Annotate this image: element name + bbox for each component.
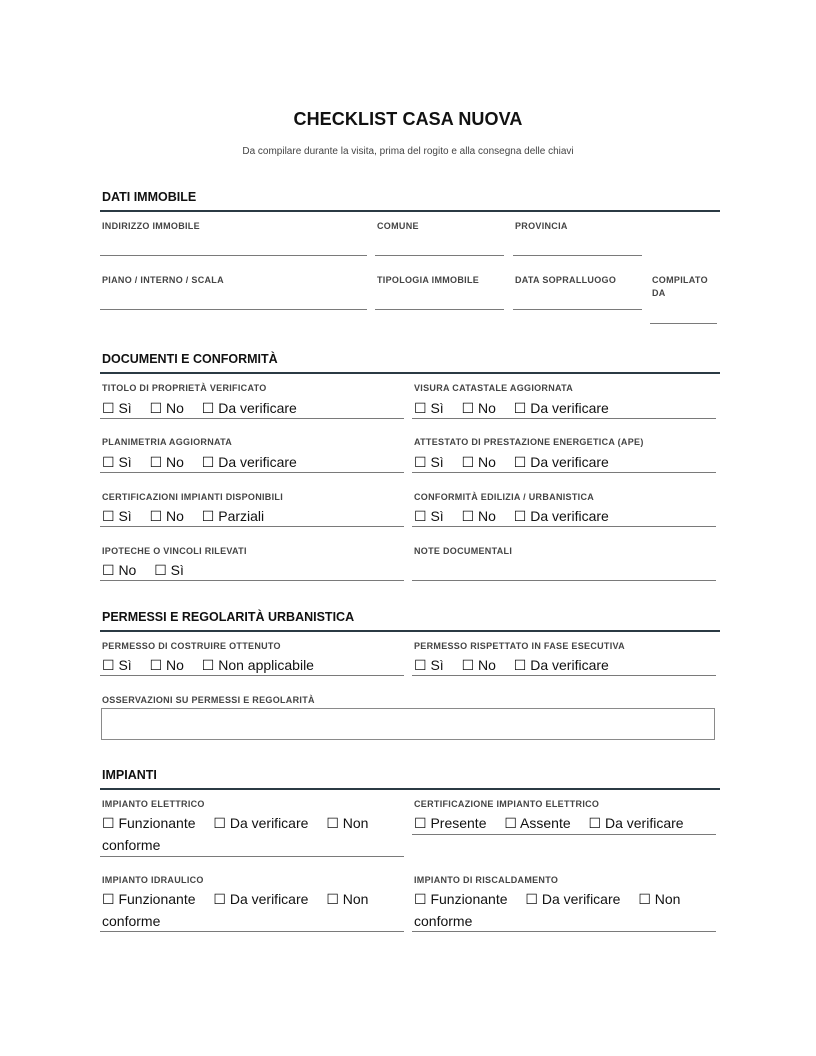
option-si[interactable]: ☐ Sì — [102, 400, 132, 416]
option-da-verificare[interactable]: ☐ Da verificare — [201, 454, 297, 470]
page-subtitle: Da compilare durante la visita, prima del rogito e alla consegna delle chiavi — [242, 146, 574, 157]
option-da-verificare[interactable]: ☐ Da verificare — [525, 891, 621, 907]
visura-options — [414, 397, 714, 419]
option-si[interactable]: ☐ Sì — [414, 508, 444, 524]
section-impianti — [100, 766, 720, 790]
label-certificazioni: CERTIFICAZIONI IMPIANTI DISPONIBILI — [102, 492, 283, 502]
option-da-verificare[interactable]: ☐ Da verificare — [513, 508, 609, 524]
label-impianto-elettrico: IMPIANTO ELETTRICO — [102, 799, 205, 809]
option-no[interactable]: ☐ No — [102, 562, 137, 578]
ape-line — [412, 472, 716, 473]
permesso-rispettato-line — [412, 675, 716, 676]
impianto-riscaldamento-line — [412, 931, 716, 932]
impianto-riscaldamento-options — [414, 888, 714, 932]
option-da-verificare[interactable]: ☐ Da verificare — [588, 815, 684, 831]
certificazioni-options — [102, 505, 402, 527]
section-documenti — [100, 350, 720, 374]
note-documentali-field[interactable] — [412, 580, 716, 581]
label-compilato-da: COMPILATO DA — [652, 275, 708, 298]
provincia-field[interactable] — [513, 255, 642, 256]
section-title: IMPIANTI — [102, 768, 157, 782]
option-si[interactable]: ☐ Sì — [414, 454, 444, 470]
label-piano: PIANO / INTERNO / SCALA — [102, 275, 224, 285]
label-titolo-proprieta: TITOLO DI PROPRIETÀ VERIFICATO — [102, 383, 267, 393]
certificazioni-line — [100, 526, 404, 527]
label-note-documentali: NOTE DOCUMENTALI — [414, 546, 513, 556]
permesso-costruire-options — [102, 654, 402, 676]
titolo-proprieta-options — [102, 397, 402, 419]
option-no[interactable]: ☐ No — [461, 508, 496, 524]
option-parziali[interactable]: ☐ Parziali — [201, 508, 265, 524]
tipologia-field[interactable] — [375, 309, 504, 310]
option-si[interactable]: ☐ Sì — [414, 400, 444, 416]
label-impianto-riscaldamento: IMPIANTO DI RISCALDAMENTO — [414, 875, 559, 885]
impianto-elettrico-options — [102, 812, 402, 856]
osservazioni-textarea[interactable] — [101, 708, 715, 740]
impianto-elettrico-line — [100, 856, 404, 857]
cert-elettrico-line — [412, 834, 716, 835]
compilato-da-field[interactable] — [650, 323, 717, 324]
option-no[interactable]: ☐ No — [461, 657, 496, 673]
section-dati-immobile — [100, 188, 720, 212]
option-si[interactable]: ☐ Sì — [102, 657, 132, 673]
section-title: DATI IMMOBILE — [102, 190, 197, 204]
label-ape: ATTESTATO DI PRESTAZIONE ENERGETICA (APE) — [414, 437, 644, 447]
option-da-verificare[interactable]: ☐ Da verificare — [213, 815, 309, 831]
label-permesso-rispettato: PERMESSO RISPETTATO IN FASE ESECUTIVA — [414, 641, 625, 651]
titolo-proprieta-line — [100, 418, 404, 419]
option-no[interactable]: ☐ No — [149, 508, 184, 524]
option-si[interactable]: ☐ Sì — [154, 562, 184, 578]
option-no[interactable]: ☐ No — [149, 454, 184, 470]
label-ipoteche: IPOTECHE O VINCOLI RILEVATI — [102, 546, 247, 556]
option-non-conforme[interactable]: ☐ Non conforme — [102, 815, 369, 853]
option-da-verificare[interactable]: ☐ Da verificare — [513, 454, 609, 470]
label-provincia: PROVINCIA — [515, 221, 568, 231]
impianto-idraulico-options — [102, 888, 402, 932]
section-title: DOCUMENTI E CONFORMITÀ — [102, 352, 278, 366]
page-title: CHECKLIST CASA NUOVA — [293, 109, 523, 129]
label-visura: VISURA CATASTALE AGGIORNATA — [414, 383, 574, 393]
option-non-applicabile[interactable]: ☐ Non applicabile — [201, 657, 314, 673]
option-no[interactable]: ☐ No — [461, 454, 496, 470]
option-da-verificare[interactable]: ☐ Da verificare — [201, 400, 297, 416]
planimetria-line — [100, 472, 404, 473]
option-funzionante[interactable]: ☐ Funzionante — [102, 815, 196, 831]
conformita-options — [414, 505, 714, 527]
option-no[interactable]: ☐ No — [149, 400, 184, 416]
option-si[interactable]: ☐ Sì — [102, 454, 132, 470]
label-impianto-idraulico: IMPIANTO IDRAULICO — [102, 875, 204, 885]
option-si[interactable]: ☐ Sì — [102, 508, 132, 524]
section-permessi — [100, 608, 720, 632]
impianto-idraulico-line — [100, 931, 404, 932]
section-title: PERMESSI E REGOLARITÀ URBANISTICA — [102, 610, 355, 624]
ipoteche-options — [102, 559, 402, 581]
option-no[interactable]: ☐ No — [149, 657, 184, 673]
piano-field[interactable] — [100, 309, 367, 310]
comune-field[interactable] — [375, 255, 504, 256]
option-no[interactable]: ☐ No — [461, 400, 496, 416]
label-tipologia: TIPOLOGIA IMMOBILE — [377, 275, 480, 285]
option-funzionante[interactable]: ☐ Funzionante — [414, 891, 508, 907]
visura-line — [412, 418, 716, 419]
label-comune: COMUNE — [377, 221, 419, 231]
permesso-rispettato-options — [414, 654, 714, 676]
indirizzo-field[interactable] — [100, 255, 367, 256]
ape-options — [414, 451, 714, 473]
cert-elettrico-options — [414, 812, 714, 834]
label-permesso-costruire: PERMESSO DI COSTRUIRE OTTENUTO — [102, 641, 281, 651]
permesso-costruire-line — [100, 675, 404, 676]
conformita-line — [412, 526, 716, 527]
ipoteche-line — [100, 580, 404, 581]
label-planimetria: PLANIMETRIA AGGIORNATA — [102, 437, 233, 447]
option-assente[interactable]: ☐ Assente — [504, 815, 571, 831]
option-da-verificare[interactable]: ☐ Da verificare — [513, 400, 609, 416]
option-funzionante[interactable]: ☐ Funzionante — [102, 891, 196, 907]
option-da-verificare[interactable]: ☐ Da verificare — [513, 657, 609, 673]
option-presente[interactable]: ☐ Presente — [414, 815, 487, 831]
label-osservazioni: OSSERVAZIONI SU PERMESSI E REGOLARITÀ — [102, 695, 315, 705]
planimetria-options — [102, 451, 402, 473]
option-non-conforme[interactable]: ☐ Non conforme — [102, 891, 369, 929]
option-da-verificare[interactable]: ☐ Da verificare — [213, 891, 309, 907]
data-sopralluogo-field[interactable] — [513, 309, 642, 310]
label-conformita: CONFORMITÀ EDILIZIA / URBANISTICA — [414, 492, 595, 502]
label-cert-elettrico: CERTIFICAZIONE IMPIANTO ELETTRICO — [414, 799, 600, 809]
label-indirizzo: INDIRIZZO IMMOBILE — [102, 221, 200, 231]
option-si[interactable]: ☐ Sì — [414, 657, 444, 673]
label-data-sopralluogo: DATA SOPRALLUOGO — [515, 275, 617, 285]
option-non-conforme[interactable]: ☐ Non conforme — [414, 891, 681, 929]
